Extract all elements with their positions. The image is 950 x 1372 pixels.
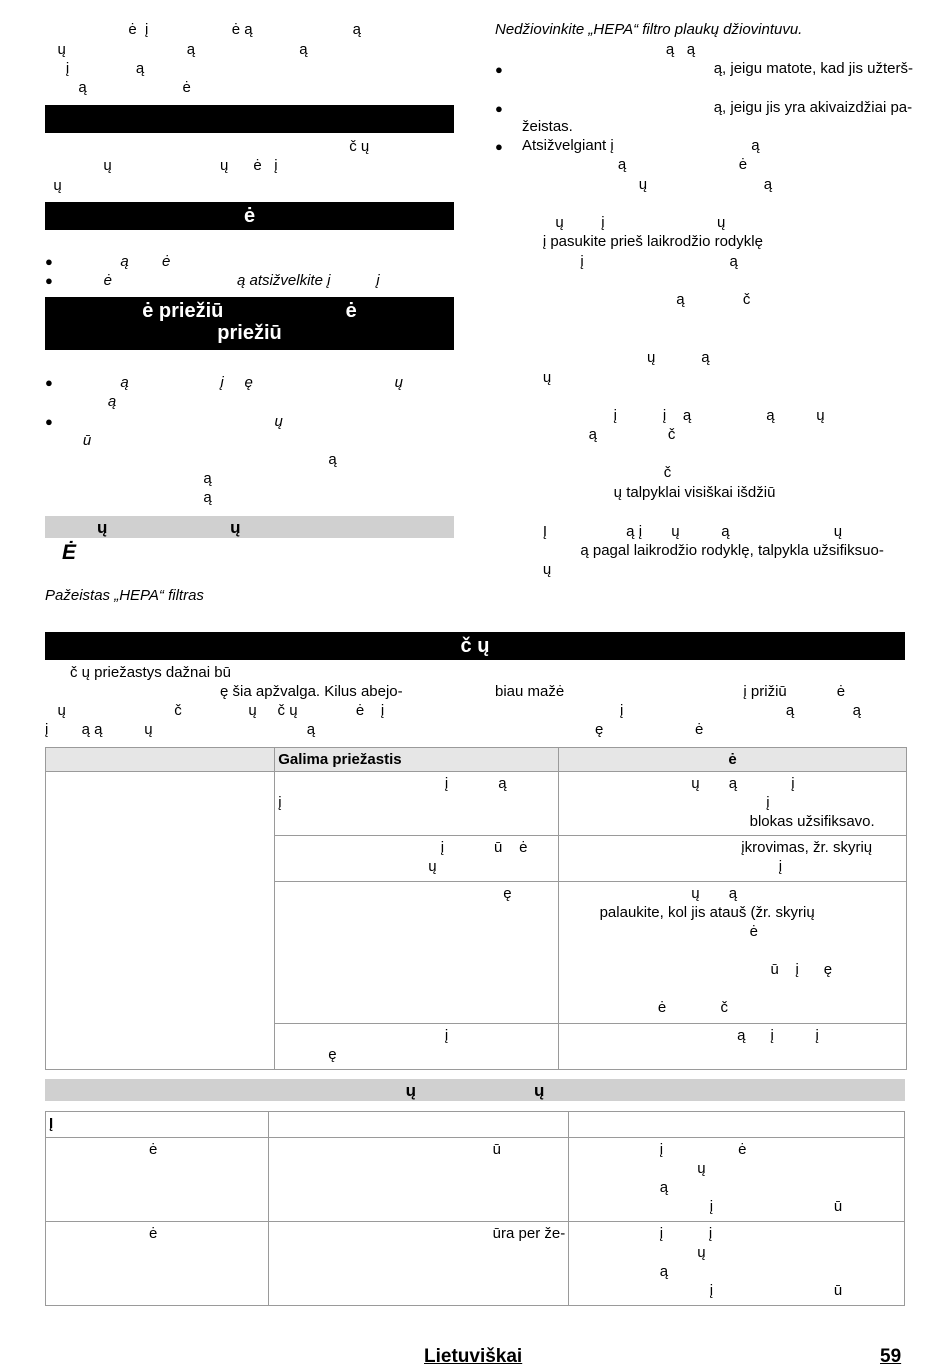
table-header-cell xyxy=(46,748,275,772)
table-cell-remedy: ą į į xyxy=(559,1024,907,1070)
subsection-bar-text: ų ų xyxy=(405,1081,545,1100)
paragraph-line: ą č xyxy=(522,426,676,443)
paragraph-line: ų xyxy=(522,369,552,386)
intro-line: č ų priežastys dažnai bū xyxy=(45,664,231,681)
bullet-dot: ● xyxy=(495,101,503,116)
intro-line: ų č ų č ų ė į xyxy=(45,702,385,719)
bullet-text: ū xyxy=(62,432,92,449)
paragraph-line: Į ą į ų ą ų xyxy=(522,523,843,540)
paragraph-line: ų ų ė į xyxy=(45,157,278,174)
table-cell-cause: į ę xyxy=(275,1024,559,1070)
bullet-text: ą ė xyxy=(62,253,171,270)
paragraph-line: į ą xyxy=(522,253,738,270)
section-heading-text: ė xyxy=(243,205,256,227)
bullet-text: ė ą atsižvelkite į į xyxy=(62,272,380,289)
bullet-text: ą xyxy=(62,393,117,410)
bullet-dot: ● xyxy=(45,254,53,269)
bullet-dot: ● xyxy=(45,273,53,288)
table-cell-cause: ę xyxy=(275,882,559,1024)
bullet-dot: ● xyxy=(45,375,53,390)
table-cell: ė xyxy=(46,1138,269,1222)
table-header-row xyxy=(46,1112,905,1138)
figure-caption: Pažeistas „HEPA“ filtras xyxy=(45,587,204,604)
paragraph-line: ą č xyxy=(522,291,751,308)
subsection-bar-text: ų ų xyxy=(45,518,241,537)
left-intro-line: ė į ė ą ą xyxy=(45,21,361,38)
bullet-text: žeistas. xyxy=(522,118,573,135)
section-heading-text: č ų xyxy=(460,635,490,657)
paragraph-line: ų xyxy=(522,561,552,578)
bullet-text: Atsižvelgiant į ą xyxy=(522,137,760,154)
paragraph-line: į į ą ą ų xyxy=(522,407,825,424)
paragraph-line: ų xyxy=(45,177,62,194)
table-header-cell: Galima priežastis xyxy=(275,748,559,772)
paragraph-line: ą pagal laikrodžio rodyklę, talpykla užsifiksuo- xyxy=(522,542,884,559)
section-heading-line: priežiū xyxy=(217,322,282,344)
table-cell-cause: į ą į xyxy=(275,772,559,836)
table-header-cell: Į xyxy=(46,1112,269,1138)
intro-line: į ą ą ų ą xyxy=(45,721,316,738)
table-header-cell: ė xyxy=(559,748,907,772)
table-cell: į į ų ą į ū xyxy=(569,1222,905,1306)
table-cell: ė xyxy=(46,1222,269,1306)
bullet-dot: ● xyxy=(495,62,503,77)
bullet-dot: ● xyxy=(45,414,53,429)
left-intro-line: ų ą ą xyxy=(45,41,308,58)
paragraph-line: ą xyxy=(45,470,212,487)
bullet-text: ą ė xyxy=(522,156,748,173)
subsection-bar xyxy=(45,516,454,538)
paragraph-line: ų talpyklai visiškai išdžiū xyxy=(522,484,776,501)
intro-line: biau mažė į prižiū ė xyxy=(495,683,846,700)
paragraph-line: č xyxy=(522,464,672,481)
table-header-cell xyxy=(268,1112,568,1138)
table-cell: ūra per že- xyxy=(268,1222,568,1306)
table-header-row xyxy=(46,748,907,772)
left-intro-line: į ą xyxy=(45,60,145,77)
section-heading-bar xyxy=(45,297,454,350)
table-header-cell xyxy=(569,1112,905,1138)
subsection-bar xyxy=(45,1079,905,1101)
troubleshooting-table xyxy=(45,747,907,1070)
bullet-text: ą, jeigu jis yra akivaizdžiai pa- xyxy=(522,99,913,116)
right-heading: Nedžiovinkite „HEPA“ filtro plaukų džiovintuvu. xyxy=(495,21,803,38)
paragraph-line: ą xyxy=(45,489,212,506)
table-cell-remedy: ų ą į į blokas užsifiksavo. xyxy=(559,772,907,836)
bullet-dot: ● xyxy=(495,139,503,154)
paragraph-line: č ų xyxy=(45,138,370,155)
section-heading-bar xyxy=(45,202,454,230)
table-cell: į ė ų ą į ū xyxy=(569,1138,905,1222)
paragraph-line: ų į ų xyxy=(522,214,726,231)
page-number: 59 xyxy=(880,1346,902,1367)
paragraph-line: ų ą xyxy=(522,349,710,366)
table-cell-remedy: ų ą palaukite, kol jis atauš (žr. skyrių ė ū į ę ė č xyxy=(559,882,907,1024)
section-heading-bar xyxy=(45,632,905,660)
paragraph-line: ą xyxy=(45,451,337,468)
paragraph-line: ą ą xyxy=(495,41,696,58)
intro-line: ę šia apžvalga. Kilus abejo- xyxy=(45,683,403,700)
bullet-text: ą į ę ų xyxy=(62,374,403,391)
warning-heading: Ė xyxy=(62,541,77,564)
paragraph-line: į pasukite prieš laikrodžio rodyklę xyxy=(522,233,763,250)
table-row xyxy=(46,772,907,836)
intro-line: ę ė xyxy=(495,721,704,738)
section-heading-bar xyxy=(45,105,454,133)
table-cell: ū xyxy=(268,1138,568,1222)
table-cell-cause: į ū ė ų xyxy=(275,836,559,882)
section-heading-line: ė priežiū ė xyxy=(142,300,357,322)
footer-language: Lietuviškai xyxy=(424,1346,523,1367)
bullet-text: ą, jeigu matote, kad jis užterš- xyxy=(522,60,913,77)
bullet-text: ų xyxy=(62,413,283,430)
table-row xyxy=(46,1222,905,1306)
bullet-text: ų ą xyxy=(522,176,773,193)
intro-line: į ą ą xyxy=(495,702,861,719)
table-cell-problem xyxy=(46,772,275,1070)
spec-table xyxy=(45,1111,905,1306)
table-cell-remedy: įkrovimas, žr. skyrių į xyxy=(559,836,907,882)
left-intro-line: ą ė xyxy=(45,79,191,96)
table-row xyxy=(46,1138,905,1222)
